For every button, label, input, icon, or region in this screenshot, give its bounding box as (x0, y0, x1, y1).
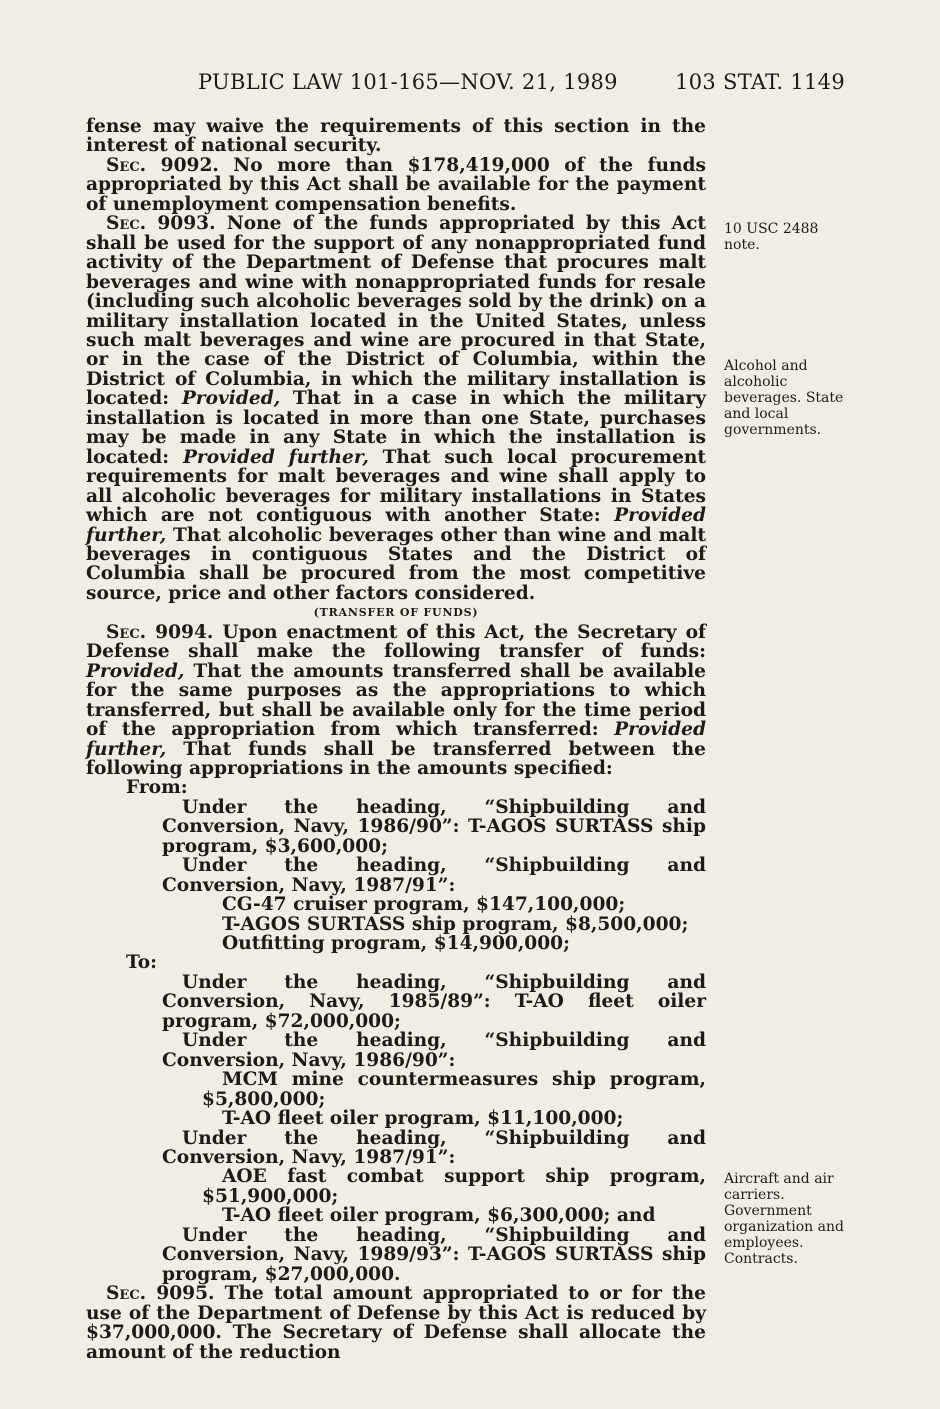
section-text: That in a case in which the military installation is located in more than one State, purchases may be made in any State in which the installation is located: (86, 388, 707, 468)
transfer-item: Under the heading, “Shipbuilding and Conversion, Navy, 1986/90”: T-AGOS SURTASS ship program, $3,600,000; (162, 796, 706, 857)
transfer-subitem: T-AO fleet oiler program, $11,100,000; (222, 1108, 624, 1130)
section-text: That alcoholic beverages other than wine and malt beverages in contiguous States and the District of Columbia shall be procured from the most competitive source, price and other factors considered. (86, 524, 706, 604)
section-text: 9095. The total amount appropriated to or for the use of the Department of Defense by this Act is reduced by $37,000,000. The Secretary of Defense shall allocate the amount of the reduction (86, 1283, 706, 1363)
section-text: 9094. Upon enactment of this Act, the Secretary of Defense shall make the following transfer of funds: (86, 621, 706, 663)
section-text: That the amounts transferred shall be available for the same purposes as the appropriations to which transferred, but shall be available only for the time period of the appropriation from which transferred: (86, 660, 706, 741)
transfer-subitem: CG-47 cruiser program, $147,100,000; (222, 894, 626, 916)
transfer-item: Under the heading, “Shipbuilding and Conversion, Navy, 1986/90”: (162, 1030, 706, 1071)
page-number-header: 103 STAT. 1149 (675, 70, 845, 94)
section-label: Sec. (106, 1283, 147, 1305)
transfer-subitem: T-AO fleet oiler program, $6,300,000; and (222, 1205, 656, 1227)
transfer-item: Under the heading, “Shipbuilding and Conversion, Navy, 1989/93”: T-AGOS SURTASS ship program, $27,000,000. (162, 1224, 706, 1285)
running-header-left: PUBLIC LAW 101-165—NOV. 21, 1989 (198, 70, 618, 94)
transfer-heading: (TRANSFER OF FUNDS) (313, 606, 479, 620)
transfer-item: Under the heading, “Shipbuilding and Conversion, Navy, 1985/89”: T-AO fleet oiler program, $72,000,000; (162, 971, 706, 1032)
section-9094 (86, 623, 706, 779)
transfer-subitem: MCM mine countermeasures ship program, $5,800,000; (202, 1069, 706, 1110)
main-text-column (86, 117, 706, 1362)
section-text: 9092. No more than $178,419,000 of the funds appropriated by this Act shall be available for the payment of unemployment compensation benefits. (86, 154, 706, 215)
proviso: Provided, (86, 660, 185, 682)
section-9093 (86, 214, 706, 603)
paragraph-continued: fense may waive the requirements of this section in the interest of national security. (86, 116, 706, 157)
section-text: That funds shall be transferred between the following appropriations in the amounts specified: (86, 738, 706, 779)
section-text: That such local procurement requirements for malt beverages and wine shall apply to all alcoholic beverages for military installations in States which are not contiguous with another State: (86, 446, 707, 527)
proviso: Provided further, (182, 446, 369, 468)
margin-note-aircraft: Aircraft and air carriers. Government organization and employees. Contracts. (724, 1171, 844, 1267)
transfer-subitem: Outfitting program, $14,900,000; (222, 933, 570, 955)
proviso: Provided further, (86, 719, 706, 760)
from-label: From: (126, 777, 188, 799)
section-label: Sec. (106, 621, 147, 643)
section-text: 9093. None of the funds appropriated by this Act shall be used for the support of any nonappropriated fund activity of the Department of Defense that procures malt beverages and wine with nonappropriated funds for resale (including such alcoholic beverages sold by the drink) on a military installation located in the United States, unless such malt beverages and wine are procured in that State, or in the case of the District of Columbia, within the District of Columbia, in which the military installation is located: (86, 213, 706, 410)
section-label: Sec. (106, 213, 147, 235)
transfer-item: Under the heading, “Shipbuilding and Conversion, Navy, 1987/91”: (162, 1127, 706, 1169)
margin-note-alcohol: Alcohol and alcoholic beverages. State and local governments. (724, 358, 844, 438)
transfer-item: Under the heading, “Shipbuilding and Conversion, Navy, 1987/91”: (162, 855, 706, 896)
section-9095 (86, 1284, 706, 1362)
proviso: Provided further, (86, 505, 706, 546)
to-label: To: (126, 952, 157, 974)
margin-note-usc: 10 USC 2488 note. (724, 221, 819, 253)
transfer-subitem: T-AGOS SURTASS ship program, $8,500,000; (222, 913, 689, 935)
section-9092 (86, 156, 706, 214)
section-label: Sec. (106, 154, 147, 176)
transfer-subitem: AOE fast combat support ship program, $51,900,000; (202, 1166, 706, 1207)
proviso: Provided, (181, 388, 281, 410)
